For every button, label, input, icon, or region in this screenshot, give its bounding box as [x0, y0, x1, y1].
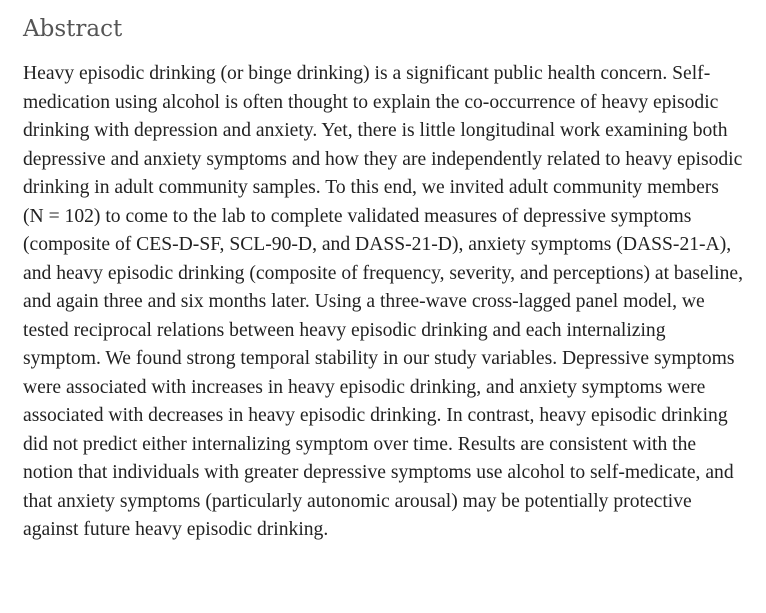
abstract-heading: Abstract — [23, 16, 123, 42]
abstract-section — [23, 0, 743, 545]
abstract-body: Heavy episodic drinking (or binge drinking) is a significant public health concern. Self-medication using alcohol is often thought to explain the co-occurrence of heavy episodic drinking with depression and anxiety. Yet, there is little longitudinal work examining both depressive and anxiety symptoms and how they are independently related to heavy episodic drinking in adult community samples. To this end, we invited adult community members (N = 102) to come to the lab to complete validated measures of depressive symptoms (composite of CES-D-SF, SCL-90-D, and DASS-21-D), anxiety symptoms (DASS-21-A), and heavy episodic drinking (composite of frequency, severity, and perceptions) at baseline, and again three and six months later. Using a three-wave cross-lagged panel model, we tested reciprocal relations between heavy episodic drinking and each internalizing symptom. We found strong temporal stability in our study variables. Depressive symptoms were associated with increases in heavy episodic drinking, and anxiety symptoms were associated with decreases in heavy episodic drinking. In contrast, heavy episodic drinking did not predict either internalizing symptom over time. Results are consistent with the notion that individuals with greater depressive symptoms use alcohol to self-medicate, and that anxiety symptoms (particularly autonomic arousal) may be potentially protective against future heavy episodic drinking. — [23, 63, 744, 540]
